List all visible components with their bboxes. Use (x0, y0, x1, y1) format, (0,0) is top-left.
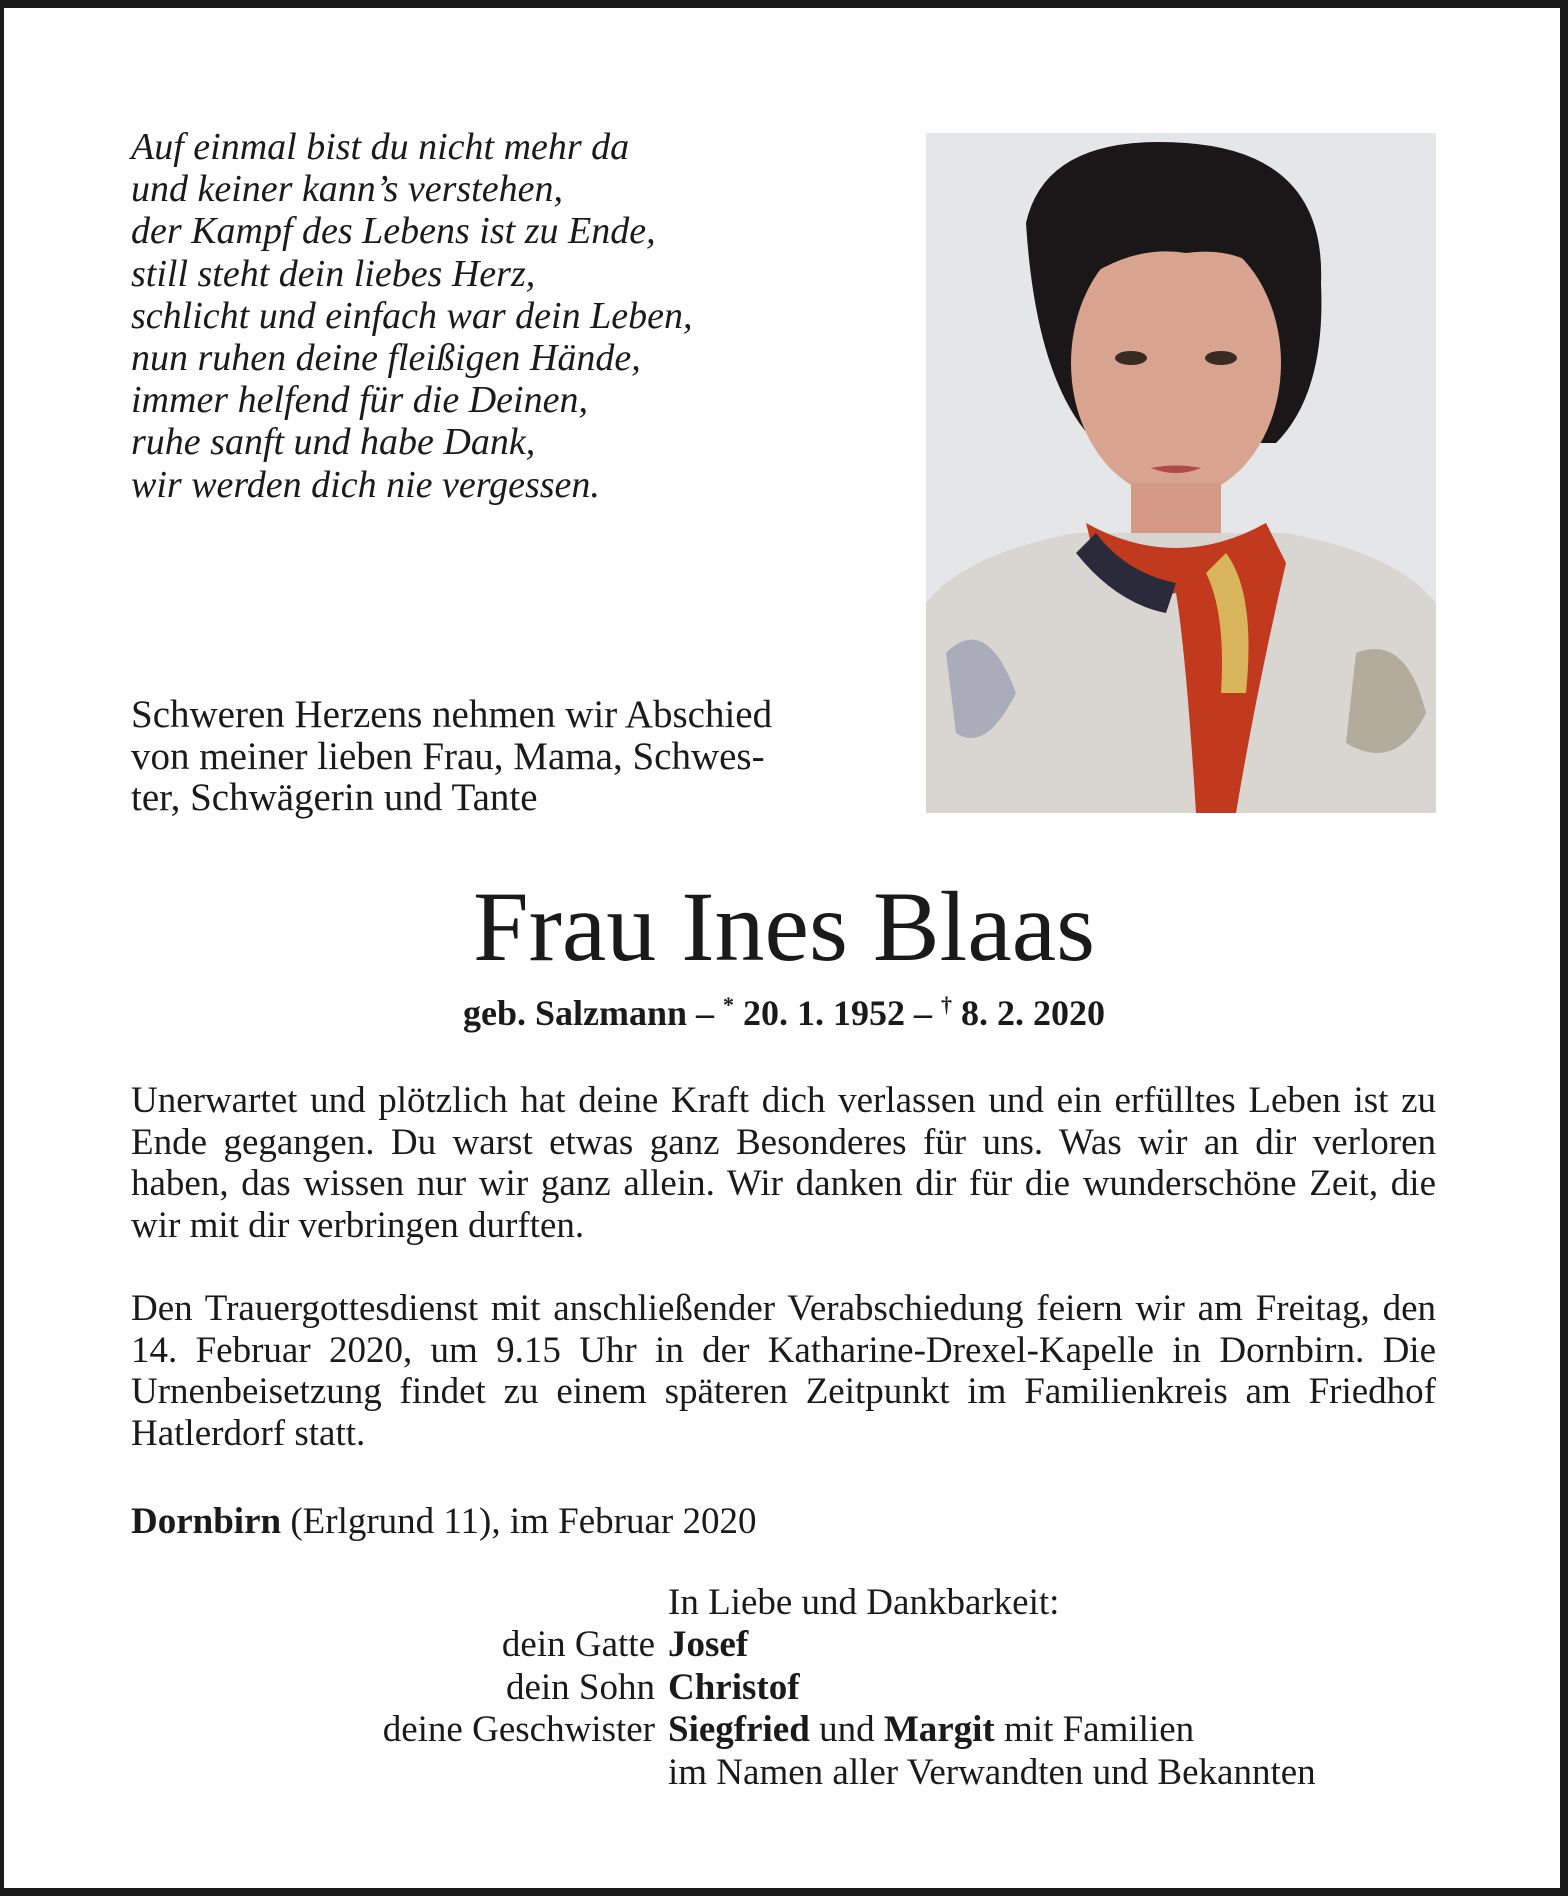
conjunction: und (809, 1709, 884, 1751)
poem-line: und keiner kann’s verstehen, (131, 168, 563, 211)
separator: – (905, 993, 942, 1033)
mourner-name: Josef (668, 1624, 749, 1666)
relation-label: dein Gatte (501, 1624, 655, 1666)
intro-line: von meiner lieben Frau, Mama, Schwes- (131, 734, 765, 778)
intro-text (131, 694, 772, 819)
death-date: 8. 2. 2020 (952, 993, 1106, 1033)
place-date (131, 1500, 757, 1543)
poem (131, 126, 692, 506)
relation-label: deine Geschwister (382, 1709, 655, 1751)
poem-line: Auf einmal bist du nicht mehr da (131, 126, 630, 168)
death-symbol: † (941, 992, 953, 1017)
mourner-row (0, 1709, 1316, 1751)
birth-symbol: * (723, 992, 735, 1017)
intro-line: ter, Schwägerin und Tante (131, 776, 538, 819)
separator: – (687, 993, 724, 1033)
poem-line: ruhe sanft und habe Dank, (131, 421, 536, 464)
signature-block (0, 1582, 1316, 1794)
signature-closing: im Namen aller Verwandten und Bekannten (668, 1751, 1316, 1793)
mourner-name: Margit (883, 1709, 995, 1751)
deceased-name: Frau Ines Blaas (472, 871, 1096, 982)
poem-line: schlicht und einfach war dein Leben, (131, 294, 693, 337)
poem-line: der Kampf des Lebens ist zu Ende, (131, 210, 656, 253)
portrait-photo (926, 133, 1436, 813)
service-paragraph: Den Trauergottesdienst mit anschließender Verabschiedung feiern wir am Freitag, den 14. Februar 2020, um 9.15 Uhr in der Katharine-Drexel-Kapelle in Dornbirn. Die Urnenbeisetzung findet zu einem späteren Zeitpunkt im Familienkreis am Friedhof Hatlerdorf statt. (131, 1288, 1436, 1454)
poem-line: still steht dein liebes Herz, (131, 252, 536, 295)
mourner-name: Siegfried (668, 1709, 810, 1751)
poem-line: wir werden dich nie vergessen. (131, 463, 600, 506)
poem-line: nun ruhen deine fleißigen Hände, (131, 337, 641, 380)
mourner-row (0, 1624, 1316, 1666)
city: Dornbirn (131, 1501, 282, 1542)
life-dates (0, 992, 1568, 1034)
relation-label: dein Sohn (505, 1666, 655, 1708)
intro-line: Schweren Herzens nehmen wir Abschied (131, 693, 773, 736)
birth-date: 20. 1. 1952 (734, 993, 906, 1033)
signature-heading: In Liebe und Dankbarkeit: (668, 1582, 1060, 1623)
address-date: (Erlgrund 11), im Februar 2020 (281, 1501, 757, 1542)
mourner-name: Christof (668, 1666, 800, 1708)
family-suffix: mit Familien (994, 1709, 1195, 1751)
tribute-paragraph: Unerwartet und plötzlich hat deine Kraft dich verlassen und ein erfülltes Leben ist zu Ende gegangen. Du warst etwas ganz Besonderes für uns. Was wir an dir verloren haben, das wissen nur wir ganz allein. Wir danken dir für die wunderschöne Zeit, die wir mit dir verbringen durften. (131, 1080, 1436, 1246)
poem-line: immer helfend für die Deinen, (131, 379, 588, 422)
maiden-name: geb. Salzmann (462, 993, 688, 1033)
mourner-row (0, 1667, 1316, 1709)
